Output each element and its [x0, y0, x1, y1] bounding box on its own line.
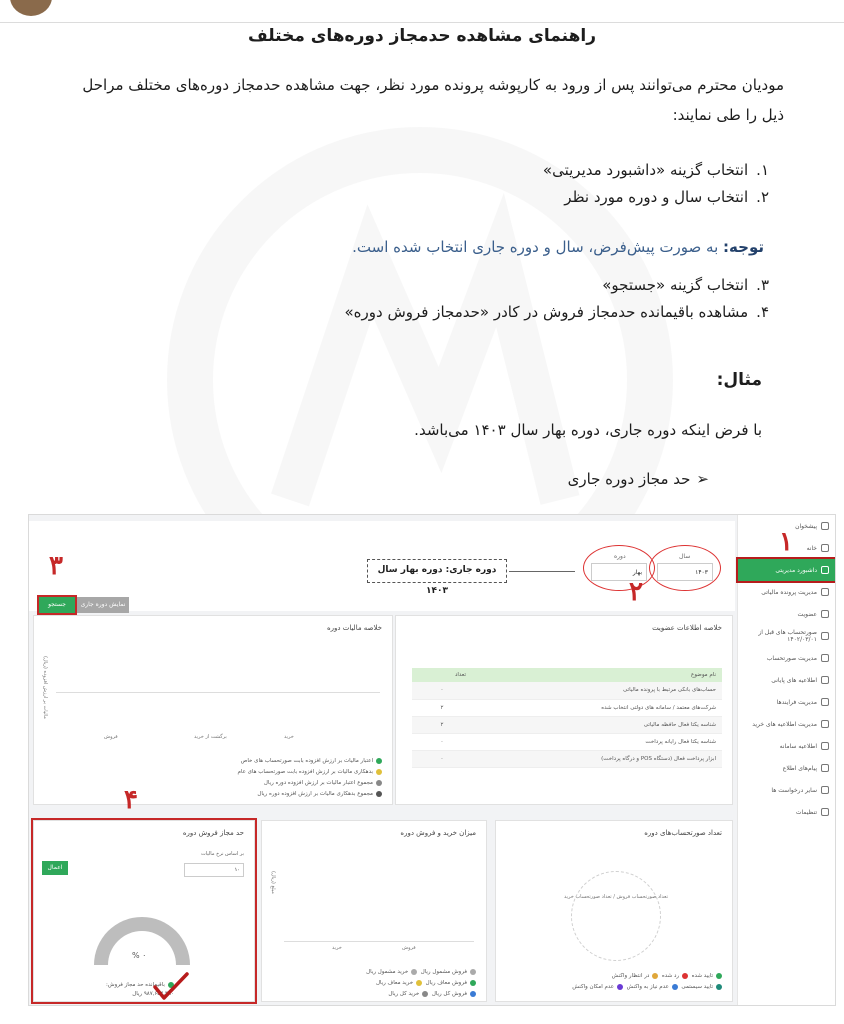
- process-icon: [821, 698, 829, 706]
- legend-item: در انتظار واکنش: [612, 973, 659, 979]
- sidebar-item[interactable]: اطلاعیه سامانه: [738, 735, 835, 757]
- current-period-box: دوره جاری: دوره بهار سال ۱۴۰۳: [367, 559, 507, 583]
- page-title: راهنمای مشاهده حدمجاز دوره‌های مختلف: [247, 26, 596, 46]
- tax-rate-input[interactable]: ۱۰: [184, 863, 244, 877]
- year-highlight: [649, 545, 721, 591]
- sidebar-item[interactable]: پیام‌های اطلاع: [738, 757, 835, 779]
- table-row: حساب‌های بانکی مرتبط با پرونده مالیاتی ۰: [412, 682, 722, 699]
- card-title: حد مجاز فروش دوره: [182, 829, 244, 837]
- remaining-limit: باقیمانده حد مجاز فروش: ۹۸۷,۶۵۴,۴۸۰ ریال: [106, 982, 174, 997]
- legend-item: خرید کل ریال: [388, 991, 428, 997]
- purchase-sales-card: [261, 820, 487, 1002]
- table-row: شناسه یکتا فعال رایانه پرداخت ۰: [412, 733, 722, 750]
- search-button[interactable]: جستجو: [39, 597, 75, 613]
- notice-icon: [821, 676, 829, 684]
- sidebar: [737, 515, 835, 1005]
- cart-icon: [821, 720, 829, 728]
- marker-2: ۲: [629, 577, 643, 607]
- legend-item: تایید سیستمی: [681, 984, 722, 990]
- chart-baseline: [56, 692, 380, 693]
- marker-3: ۳: [49, 551, 63, 581]
- legend-item: خرید مشمول ریال: [366, 969, 417, 975]
- membership-table: نام موضوع تعداد حساب‌های بانکی مرتبط با پرونده مالیاتی ۰ شرکت‌های معتمد / سامانه های دولتی انتخاب شده ۲ شناسه یکتا فعال حافظه مالیاتی ۲ شناسه یکتا فعال رایانه پرداخت ۰ ابزار پرداخت فعال (دستگاه POS و درگاه پرداخت) ۰: [412, 668, 722, 768]
- card-title: میزان خرید و فروش دوره: [400, 829, 476, 837]
- sidebar-item[interactable]: پیشخوان: [738, 515, 835, 537]
- sidebar-item[interactable]: مدیریت فرایندها: [738, 691, 835, 713]
- legend-item: مجموع بدهکاری مالیات بر ارزش افزوده دوره ریال: [238, 789, 382, 800]
- x-tick-label: فروش: [402, 945, 416, 951]
- list-item: ۲. انتخاب سال و دوره مورد نظر: [564, 188, 769, 206]
- request-icon: [821, 786, 829, 794]
- y-axis-label: مالیات بر ارزش افزوده (ریال): [42, 656, 48, 719]
- x-tick-label: فروش: [104, 734, 118, 740]
- x-tick-label: خرید: [284, 734, 294, 740]
- membership-summary-card: [395, 615, 733, 805]
- sidebar-item-dashboard[interactable]: داشبورد مدیریتی: [738, 559, 835, 581]
- legend: [238, 756, 382, 800]
- x-tick-label: خرید: [332, 945, 342, 951]
- arrow-bullet-icon: ➢: [696, 470, 709, 488]
- year-label: سال: [679, 553, 691, 560]
- legend-item: خرید معاف ریال: [376, 980, 422, 986]
- sidebar-item[interactable]: مدیریت صورتحساب: [738, 647, 835, 669]
- steps-list-2: [344, 272, 769, 326]
- legend-item: فروش کل ریال: [432, 991, 476, 997]
- legend-item: مجموع اعتبار مالیات بر ارزش افزوده دوره ریال: [238, 778, 382, 789]
- sidebar-item[interactable]: عضویت: [738, 603, 835, 625]
- legend: [522, 971, 722, 993]
- y-axis-label: مبلغ (ریال): [270, 871, 276, 894]
- legend-item: رد شده: [662, 973, 688, 979]
- card-title: خلاصه اطلاعات عضویت: [652, 624, 722, 632]
- invoice-icon: [821, 654, 829, 662]
- invoice-count-card: [495, 820, 733, 1002]
- legend-item: فروش مشمول ریال: [421, 969, 476, 975]
- sales-limit-card: [33, 785, 255, 1002]
- tax-summary-card: [33, 615, 393, 805]
- example-heading: مثال:: [716, 370, 762, 390]
- period-highlight: [583, 545, 655, 591]
- period-select[interactable]: بهار: [591, 563, 647, 581]
- legend-item: اعتبار مالیات بر ارزش افزوده بابت صورتحساب های خاص: [238, 756, 382, 767]
- file-icon: [821, 588, 829, 596]
- x-tick-label: برگشت از خرید: [194, 734, 227, 740]
- donut-chart: [571, 871, 661, 961]
- card-title: خلاصه مالیات دوره: [326, 624, 382, 632]
- apply-button[interactable]: اعمال: [42, 861, 68, 875]
- legend: [271, 967, 476, 1000]
- arrow-connector: [509, 571, 575, 572]
- invoice-icon: [821, 632, 829, 640]
- list-item: ۴. مشاهده باقیمانده حدمجاز فروش در کادر «حدمجاز فروش دوره»: [344, 303, 769, 321]
- table-row: ابزار پرداخت فعال (دستگاه POS و درگاه پرداخت) ۰: [412, 750, 722, 767]
- home-icon: [821, 544, 829, 552]
- sidebar-item[interactable]: تنظیمات: [738, 801, 835, 823]
- legend-item: عدم نیاز به واکنش: [627, 984, 678, 990]
- sidebar-item[interactable]: اطلاعیه های پایانی: [738, 669, 835, 691]
- tax-rate-label: بر اساس نرخ مالیات: [201, 851, 244, 857]
- table-row: شرکت‌های معتمد / سامانه های دولتی انتخاب شده ۲: [412, 699, 722, 716]
- current-period-button[interactable]: نمایش دوره جاری: [77, 597, 129, 613]
- filter-bar: [29, 521, 735, 611]
- donut-label: تعداد صورتحساب فروش / تعداد صورتحساب خرید: [564, 894, 668, 900]
- marker-4: ۴: [124, 785, 138, 815]
- note: توجه: به صورت پیش‌فرض، سال و دوره جاری انتخاب شده است.: [352, 238, 764, 256]
- chart-baseline: [284, 941, 474, 942]
- example-text: با فرض اینکه دوره جاری، دوره بهار سال ۱۴۰۳ می‌باشد.: [414, 421, 762, 439]
- list-item: ۱. انتخاب گزینه «داشبورد مدیریتی»: [542, 161, 769, 179]
- sidebar-item[interactable]: صورتحساب های قبل از ۱۴۰۲/۰۳/۰۱: [738, 625, 835, 647]
- sidebar-item[interactable]: مدیریت اطلاعیه های خرید: [738, 713, 835, 735]
- sidebar-item[interactable]: خانه: [738, 537, 835, 559]
- gauge-value: ۰ %: [132, 951, 147, 960]
- legend-item: تایید شده: [692, 973, 722, 979]
- year-select[interactable]: ۱۴۰۳: [657, 563, 713, 581]
- intro-paragraph: مودیان محترم می‌توانند پس از ورود به کارپوشه پرونده مورد نظر، جهت مشاهده حدمجاز دوره‌های مختلف مراحل ذیل را طی نمایند:: [82, 76, 784, 124]
- card-title: تعداد صورتحساب‌های دوره: [644, 829, 722, 837]
- marker-1: ۱: [779, 527, 793, 557]
- steps-list: [543, 157, 769, 211]
- bullet-item: ➢ حد مجاز دوره جاری: [567, 470, 709, 488]
- header-divider: [0, 22, 844, 23]
- legend-item: بدهکاری مالیات بر ارزش افزوده بابت صورتحساب های عام: [238, 767, 382, 778]
- message-icon: [821, 764, 829, 772]
- dashboard-icon: [821, 566, 829, 574]
- legend-item: عدم امکان واکنش: [572, 984, 623, 990]
- table-row: شناسه یکتا فعال حافظه مالیاتی ۲: [412, 716, 722, 733]
- user-icon: [821, 610, 829, 618]
- sidebar-item[interactable]: مدیریت پرونده مالیاتی: [738, 581, 835, 603]
- dashboard-screenshot: [28, 514, 836, 1006]
- checkmark-icon: [152, 971, 190, 1001]
- bell-icon: [821, 742, 829, 750]
- sidebar-item[interactable]: سایر درخواست ها: [738, 779, 835, 801]
- list-item: ۳. انتخاب گزینه «جستجو»: [602, 276, 769, 294]
- gear-icon: [821, 808, 829, 816]
- avatar: [10, 0, 52, 16]
- menu-icon: [821, 522, 829, 530]
- period-label: دوره: [614, 553, 626, 560]
- legend-item: فروش معاف ریال: [426, 980, 476, 986]
